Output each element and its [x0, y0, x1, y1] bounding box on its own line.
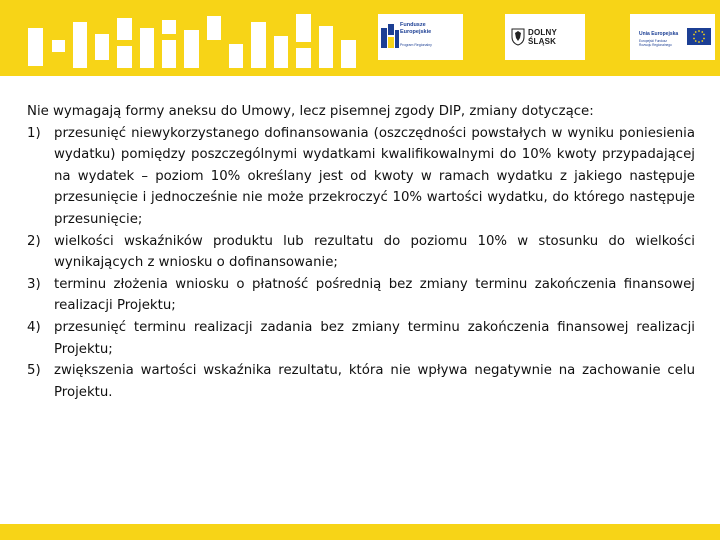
list-item: [27, 360, 695, 403]
item-number: 2): [27, 233, 41, 249]
logo-dolny-slask: [505, 14, 585, 60]
item-number: 4): [27, 319, 41, 335]
unia-title: Unia Europejska: [639, 31, 679, 37]
document-heading: Nie wymagają formy aneksu do Umowy, lecz pisemnej zgody DIP, zmiany dotyczące:: [27, 104, 594, 119]
item-text: przesunięć niewykorzystanego dofinansowania (oszczędności powstałych w wyniku poniesienia wydatku) pomiędzy poszczególnymi wydatkami kwalifikowalnymi do 10% kwoty przypadającej na wydatek – poziom 10% określany jest od kwoty w ramach wydatku z jakiego następuje przesunięcie i jednocześnie nie może przekroczyć 10% wartości wydatku, do którego następuje przesunięcie;: [54, 125, 695, 227]
unia-subtitle: [639, 39, 672, 47]
document-body: [27, 101, 695, 403]
list-item: [27, 123, 695, 231]
logo-unia-europejska: [630, 14, 715, 60]
header-banner: [0, 0, 720, 76]
unia-subtitle-line2: Rozwoju Regionalnego: [639, 43, 672, 47]
decorative-pattern: [0, 0, 370, 76]
eu-flag-icon: [687, 28, 711, 45]
footer-bar: [0, 524, 720, 540]
fundusze-line2: Europejskie: [400, 28, 432, 35]
list-item: [27, 274, 695, 317]
list-item: [27, 231, 695, 274]
item-text: zwiększenia wartości wskaźnika rezultatu, która nie wpływa negatywnie na zachowanie celu Projektu.: [54, 363, 695, 400]
item-text: wielkości wskaźników produktu lub rezultatu do poziomu 10% w stosunku do wielkości wynikających z wniosku o dofinansowanie;: [54, 233, 695, 271]
fundusze-flag-icon: [381, 24, 399, 48]
logo-fundusze-europejskie: [378, 14, 463, 60]
dolny-slask-line2: ŚLĄSK: [528, 36, 557, 46]
fundusze-line1: Fundusze: [400, 22, 426, 28]
item-text: przesunięć terminu realizacji zadania bez zmiany terminu zakończenia finansowej realizacji Projektu;: [54, 319, 695, 357]
item-number: 3): [27, 276, 41, 292]
unia-subtitle-line1: Europejski Fundusz: [639, 39, 667, 43]
list-item: [27, 317, 695, 360]
changes-list: [27, 123, 695, 404]
dolny-slask-line1: DOLNY: [528, 28, 557, 37]
eagle-crest-icon: [511, 28, 525, 46]
item-number: 5): [27, 363, 41, 379]
item-number: 1): [27, 125, 41, 141]
item-text: terminu złożenia wniosku o płatność pośrednią bez zmiany terminu zakończenia finansowej realizacji Projektu;: [54, 276, 695, 314]
fundusze-subtitle: Program Regionalny: [400, 43, 432, 47]
